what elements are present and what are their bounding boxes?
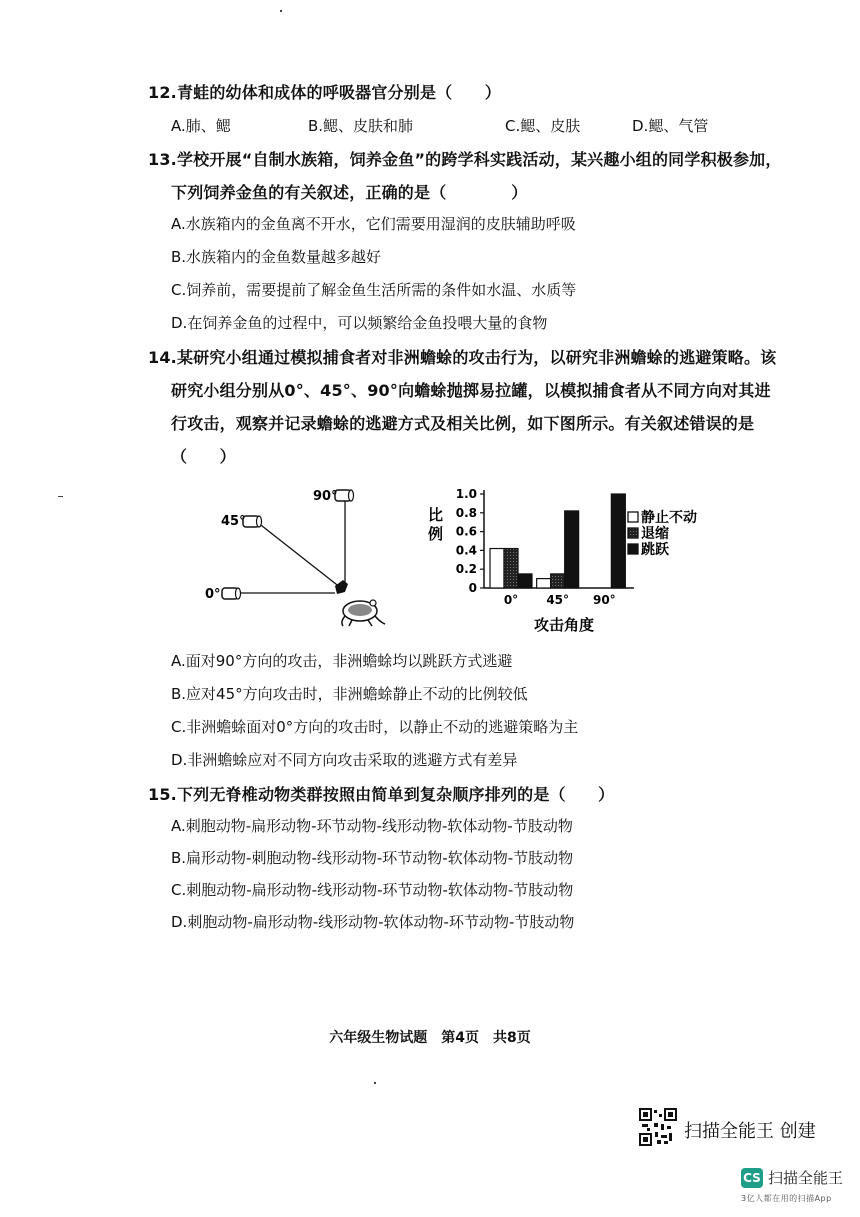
bar-静止不动-0° <box>490 549 504 588</box>
q15-option-c[interactable]: C.刺胞动物-扁形动物-线形动物-环节动物-软体动物-节肢动物 <box>171 881 574 899</box>
q15-option-a[interactable]: A.刺胞动物-扁形动物-环节动物-线形动物-软体动物-节肢动物 <box>171 817 573 835</box>
legend-swatch-静止不动 <box>628 512 638 522</box>
q13-option-a[interactable]: A.水族箱内的金鱼离不开水，它们需要用湿润的皮肤辅助呼吸 <box>171 215 576 233</box>
q13-option-d[interactable]: D.在饲养金鱼的过程中，可以频繁给金鱼投喂大量的食物 <box>171 314 548 332</box>
q14-stem-line3: 行攻击，观察并记录蟾蜍的逃避方式及相关比例，如下图所示。有关叙述错误的是 <box>171 414 755 433</box>
legend-label: 静止不动 <box>641 510 697 526</box>
q14-option-d[interactable]: D.非洲蟾蜍应对不同方向攻击采取的逃避方式有差异 <box>171 751 518 769</box>
bar-静止不动-45° <box>537 579 551 588</box>
line-45 <box>257 522 341 588</box>
y-tick-label: 0.4 <box>455 543 477 558</box>
q13-option-b[interactable]: B.水族箱内的金鱼数量越多越好 <box>171 248 382 266</box>
toad-icon <box>342 600 385 626</box>
scan-speck <box>58 496 63 497</box>
q12-option-b[interactable]: B.鳃、皮肤和肺 <box>308 117 414 135</box>
q13-option-c[interactable]: C.饲养前，需要提前了解金鱼生活所需的条件如水温、水质等 <box>171 281 577 299</box>
q14-option-b[interactable]: B.应对45°方向攻击时，非洲蟾蜍静止不动的比例较低 <box>171 685 528 703</box>
watermark-brand: 扫描全能王 <box>768 1169 844 1187</box>
watermark-tagline: 3亿人都在用的扫描App <box>741 1194 832 1203</box>
q13-stem-line1: 13.学校开展“自制水族箱，饲养金鱼”的跨学科实践活动，某兴趣小组的同学积极参加， <box>148 150 782 169</box>
y-tick-label: 0.2 <box>455 562 477 577</box>
q14-stem-line4: （ ） <box>171 447 236 466</box>
can-90-icon <box>335 490 354 501</box>
x-tick-label: 0° <box>503 593 519 607</box>
legend-swatch-跳跃 <box>628 544 638 554</box>
scan-speck <box>374 1082 376 1084</box>
camscanner-logo-icon: CS <box>741 1168 763 1188</box>
q14-option-a[interactable]: A.面对90°方向的攻击，非洲蟾蜍均以跳跃方式逃避 <box>171 652 513 670</box>
q15-option-d[interactable]: D.刺胞动物-扁形动物-线形动物-软体动物-环节动物-节肢动物 <box>171 913 575 931</box>
impact-mark-icon <box>335 580 348 594</box>
bar-退缩-45° <box>551 574 565 588</box>
bar-跳跃-0° <box>518 574 532 588</box>
y-tick-label: 0 <box>468 581 477 595</box>
attack-direction-diagram <box>195 478 405 633</box>
label-0: 0° <box>205 587 221 602</box>
q14-option-c[interactable]: C.非洲蟾蜍面对0°方向的攻击时，以静止不动的逃避策略为主 <box>171 718 579 736</box>
y-tick-label: 0.6 <box>455 524 477 539</box>
scan-speck <box>280 10 282 12</box>
watermark-created-by: 扫描全能王 创建 <box>684 1121 816 1142</box>
q15-option-b[interactable]: B.扁形动物-刺胞动物-线形动物-环节动物-软体动物-节肢动物 <box>171 849 574 867</box>
q12-option-a[interactable]: A.肺、鳃 <box>171 117 231 135</box>
y-axis-label: 例 <box>428 525 444 543</box>
bar-跳跃-90° <box>611 494 625 588</box>
page-footer: 六年级生物试题 第4页 共8页 <box>329 1030 531 1046</box>
x-axis-label: 攻击角度 <box>533 616 595 634</box>
x-tick-label: 90° <box>592 593 616 607</box>
q14-stem-line2: 研究小组分别从0°、45°、90°向蟾蜍抛掷易拉罐，以模拟捕食者从不同方向对其进 <box>171 381 771 400</box>
q14-stem-line1: 14.某研究小组通过模拟捕食者对非洲蟾蜍的攻击行为，以研究非洲蟾蜍的逃避策略。该 <box>148 348 777 367</box>
qr-code-icon <box>639 1108 677 1146</box>
legend-label: 跳跃 <box>641 542 669 558</box>
q12-option-d[interactable]: D.鳃、气管 <box>632 117 709 135</box>
legend-swatch-退缩 <box>628 528 638 538</box>
can-45-icon <box>243 516 262 527</box>
y-tick-label: 1.0 <box>455 487 477 501</box>
label-90: 90° <box>313 489 338 504</box>
bar-跳跃-45° <box>565 511 579 588</box>
q13-stem-line2: 下列饲养金鱼的有关叙述，正确的是（ ） <box>171 183 528 202</box>
y-tick-label: 0.8 <box>455 505 477 520</box>
escape-ratio-chart <box>420 480 730 640</box>
y-axis-label: 比 <box>428 506 444 524</box>
x-tick-label: 45° <box>546 593 570 607</box>
label-45: 45° <box>221 514 246 529</box>
q12-stem: 12.青蛙的幼体和成体的呼吸器官分别是（ ） <box>148 83 501 102</box>
q12-option-c[interactable]: C.鳃、皮肤 <box>505 117 581 135</box>
bar-退缩-0° <box>504 549 518 588</box>
can-0-icon <box>222 588 241 599</box>
q15-stem: 15.下列无脊椎动物类群按照由简单到复杂顺序排列的是（ ） <box>148 785 615 804</box>
legend-label: 退缩 <box>641 526 669 542</box>
